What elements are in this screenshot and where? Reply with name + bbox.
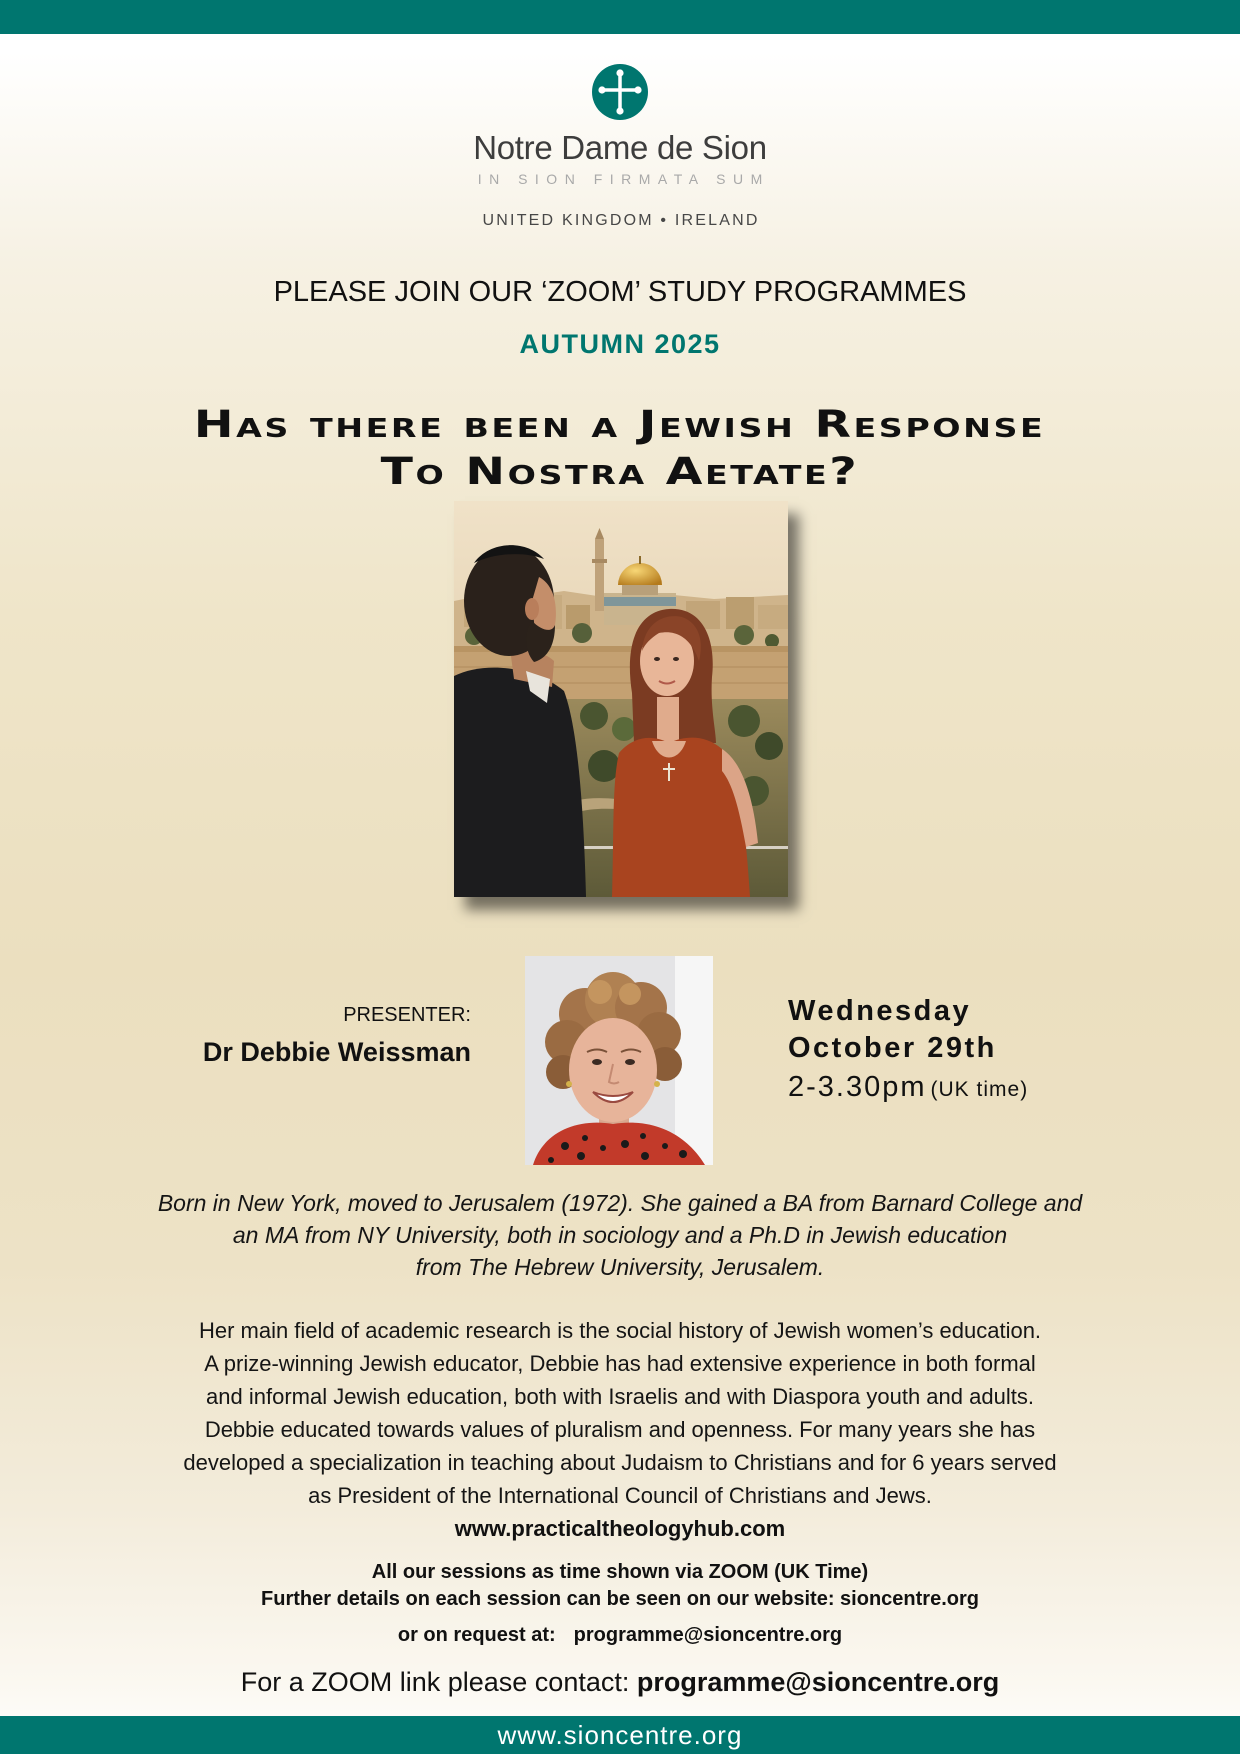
bio-intro-line: from The Hebrew University, Jerusalem. xyxy=(415,1254,825,1280)
event-day: Wednesday xyxy=(788,995,972,1027)
bio-body-line: A prize-winning Jewish educator, Debbie has had extensive experience in both formal xyxy=(204,1351,1036,1376)
org-name: Notre Dame de Sion xyxy=(473,129,767,166)
event-title-line-2-text: To Nostra Aetate? xyxy=(380,450,860,493)
bio-body-line: as President of the International Council of Christians and Jews. xyxy=(308,1483,932,1508)
presenter-face xyxy=(569,1018,657,1122)
cross-in-circle-icon xyxy=(590,62,650,122)
presenter-website-link[interactable]: www.practicaltheologyhub.com xyxy=(454,1516,786,1541)
presenter-photo xyxy=(525,956,713,1165)
details-note: Further details on each session can be seen on our website: sioncentre.org xyxy=(261,1588,979,1610)
bottom-teal-bar xyxy=(0,1716,1240,1754)
org-region: UNITED KINGDOM • IRELAND xyxy=(482,212,760,229)
zoom-contact-label: For a ZOOM link please contact: xyxy=(240,1667,630,1697)
zoom-contact-line xyxy=(0,1665,1240,1699)
event-illustration xyxy=(454,501,788,897)
event-date: October 29th xyxy=(788,1032,997,1064)
bio-intro-line: Born in New York, moved to Jerusalem (1972). She gained a BA from Barnard College and xyxy=(157,1190,1083,1216)
season-label: AUTUMN 2025 xyxy=(519,329,721,359)
footer-website-link[interactable]: www.sioncentre.org xyxy=(497,1720,743,1750)
zoom-contact-email-link[interactable]: programme@sioncentre.org xyxy=(636,1667,1000,1697)
bio-body xyxy=(0,1314,1240,1545)
invite-heading: PLEASE JOIN OUR ‘ZOOM’ STUDY PROGRAMMES xyxy=(273,276,967,308)
presenter-name: Dr Debbie Weissman xyxy=(202,1037,471,1067)
bio-intro-line: an MA from NY University, both in sociology and a Ph.D in Jewish education xyxy=(232,1222,1008,1248)
bio-body-line: Debbie educated towards values of pluralism and openness. For many years she has xyxy=(204,1417,1036,1442)
bio-body-line: and informal Jewish education, both with Israelis and with Diaspora youth and adults. xyxy=(206,1384,1034,1409)
sessions-note: All our sessions as time shown via ZOOM (UK Time) xyxy=(371,1561,869,1583)
event-time xyxy=(788,1070,1028,1107)
event-title-line-1 xyxy=(0,403,1240,447)
bio-intro xyxy=(0,1187,1240,1283)
request-email-link[interactable]: programme@sioncentre.org xyxy=(573,1624,843,1646)
event-title-line-1-text: Has there been a Jewish Response xyxy=(194,403,1046,446)
request-note xyxy=(0,1622,1240,1648)
event-timezone: (UK time) xyxy=(930,1078,1029,1101)
event-time-range: 2-3.30pm xyxy=(788,1071,927,1103)
bio-body-line: Her main field of academic research is the social history of Jewish women’s education. xyxy=(198,1318,1042,1343)
top-teal-bar xyxy=(0,0,1240,34)
event-title-line-2 xyxy=(0,450,1240,494)
request-label: or on request at: xyxy=(397,1624,556,1646)
bio-body-line: developed a specialization in teaching about Judaism to Christians and for 6 years served xyxy=(183,1450,1057,1475)
org-motto: IN SION FIRMATA SUM xyxy=(477,171,770,187)
presenter-label: PRESENTER: xyxy=(343,1004,471,1026)
